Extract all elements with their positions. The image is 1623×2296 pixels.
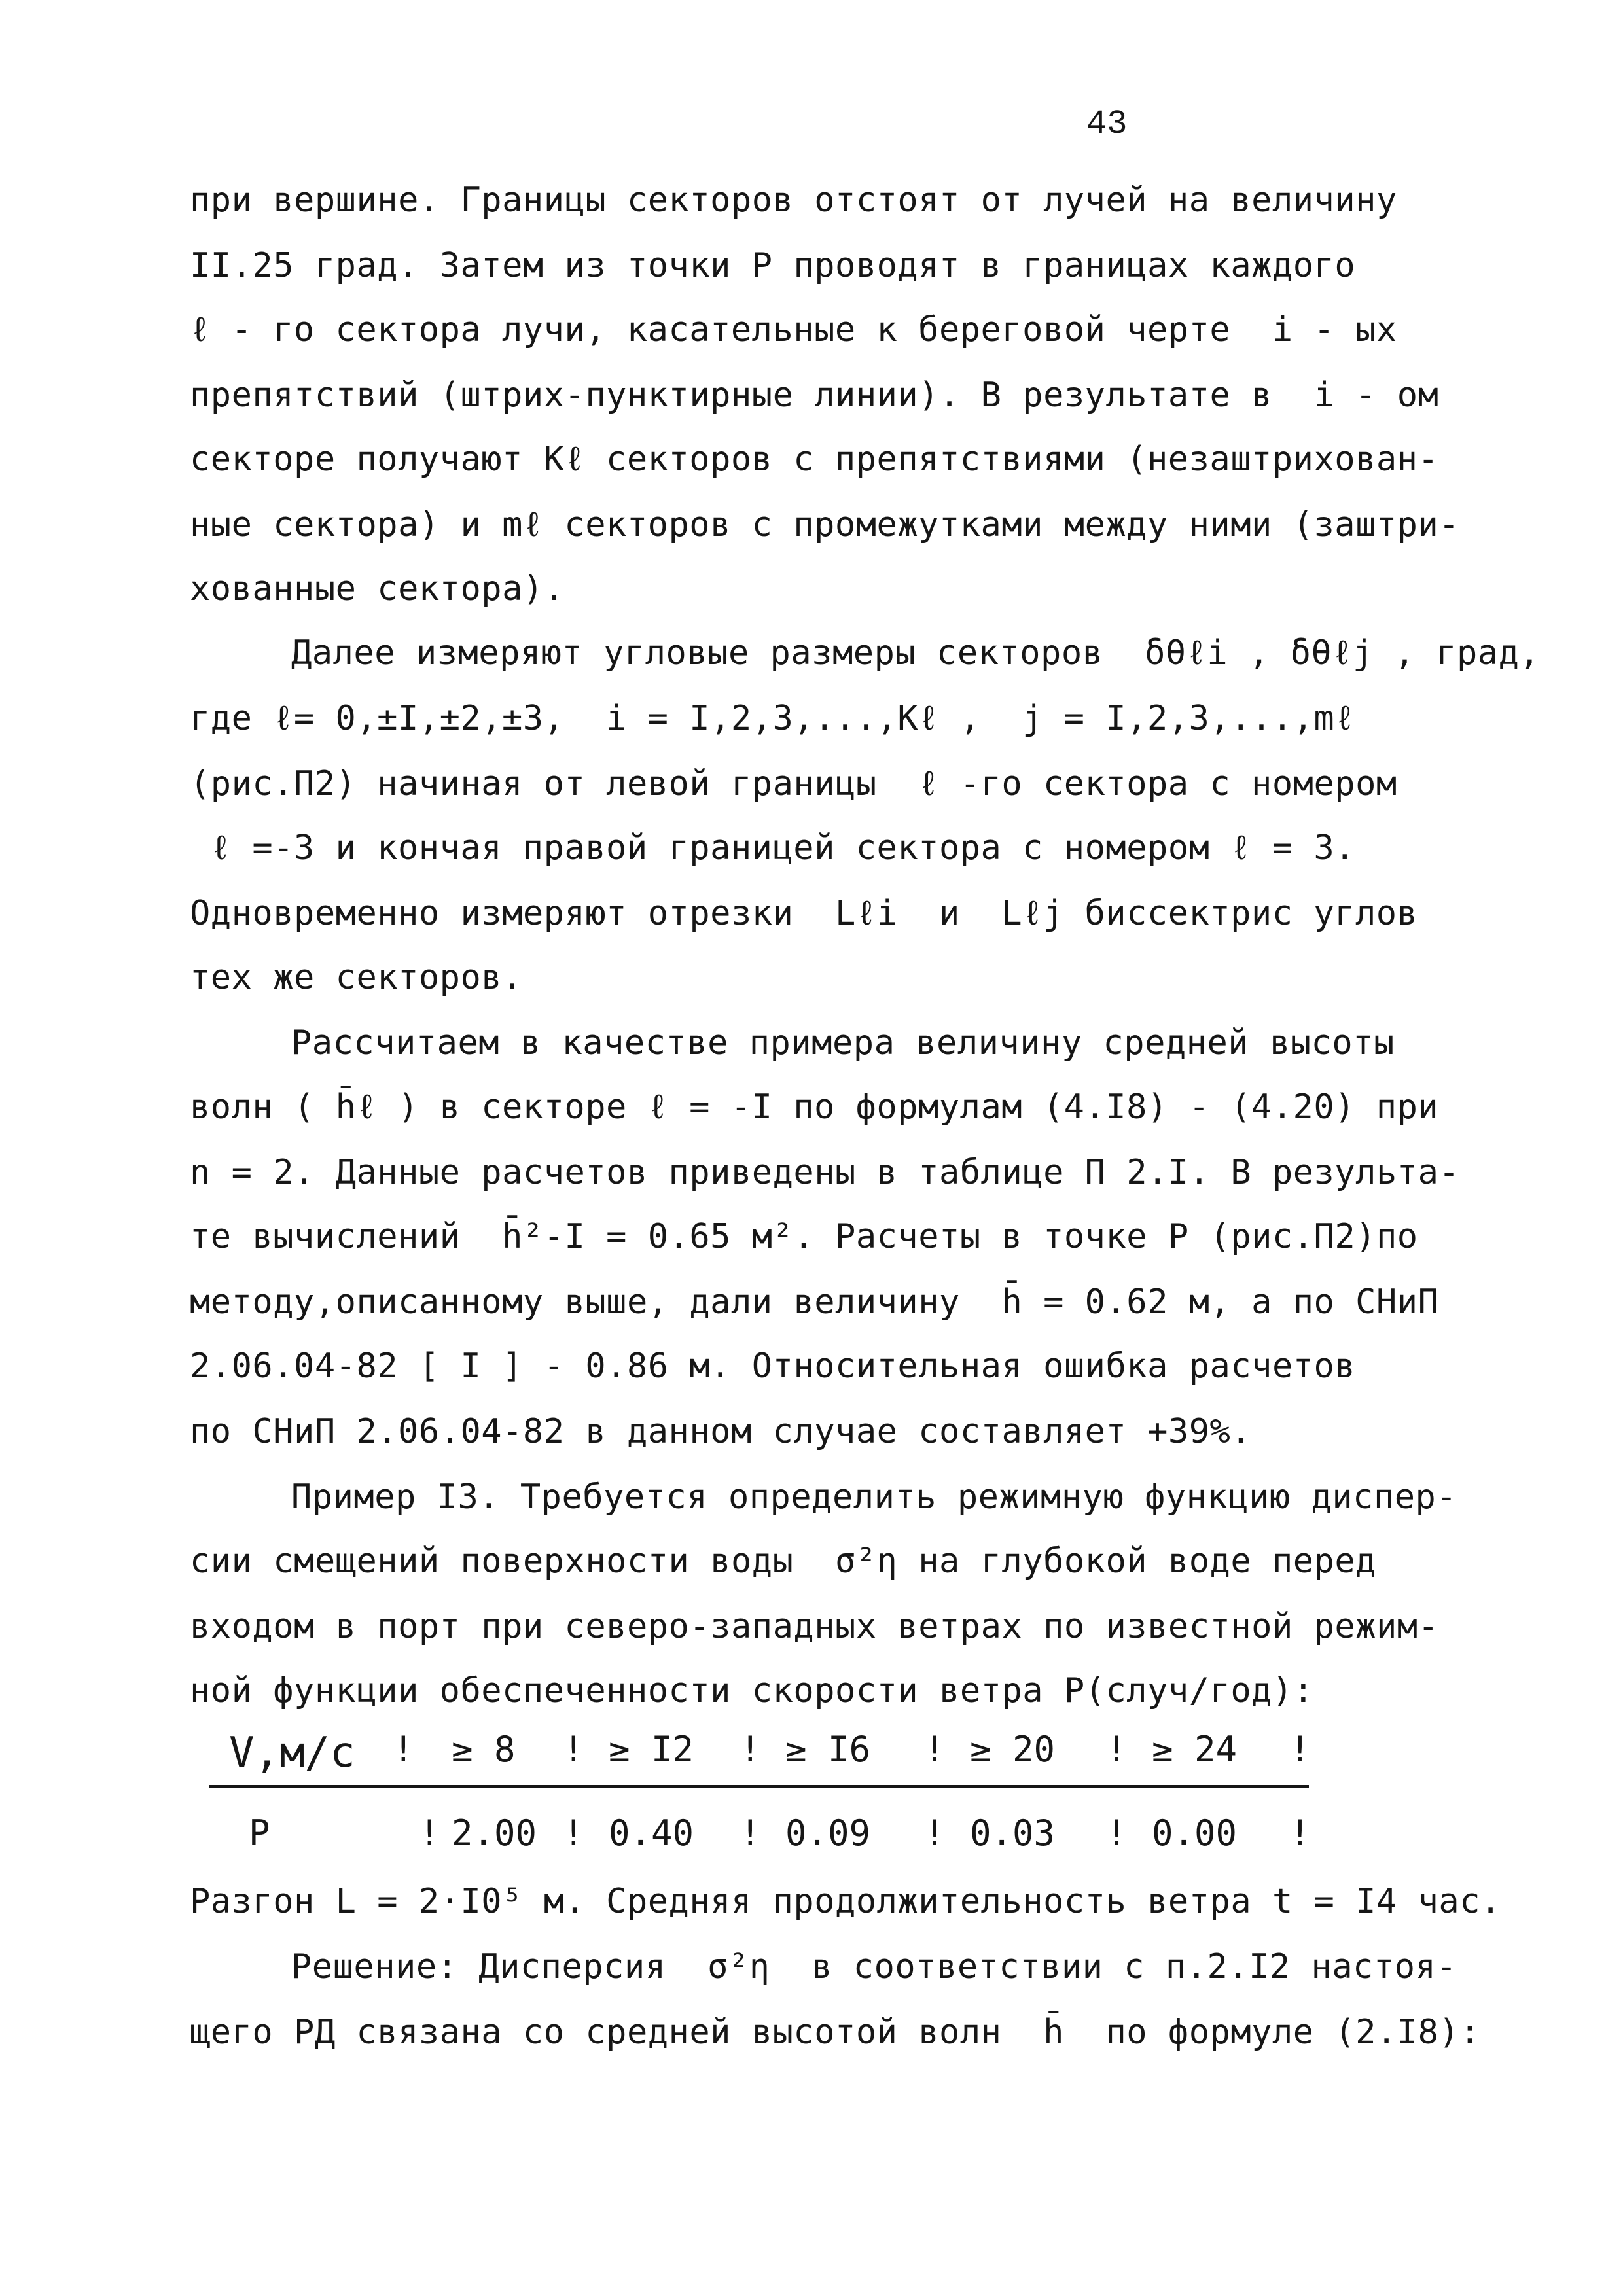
text-line: Пример I3. Требуется определить режимную функцию диспер- [291, 1477, 1457, 1517]
text-line: 2.06.04-82 [ I ] - 0.86 м. Относительная ошибка расчетов [190, 1347, 1356, 1386]
text-line: по СНиП 2.06.04-82 в данном случае составляет +39%. [190, 1412, 1252, 1451]
table-separator: ! [1289, 1729, 1311, 1770]
text-line: сии смещений поверхности воды σ²η на глубокой воде перед [190, 1542, 1376, 1581]
text-line: n = 2. Данные расчетов приведены в таблице П 2.I. В результа- [190, 1153, 1460, 1192]
table-separator: ! [393, 1729, 414, 1770]
page-number: 43 [1086, 105, 1128, 143]
table-separator: ! [563, 1729, 584, 1770]
text-line: тех же секторов. [190, 958, 523, 997]
text-line: ные сектора) и mℓ секторов с промежутками между ними (заштри- [190, 505, 1460, 544]
table-cell: 2.00 [452, 1812, 537, 1854]
text-line: секторе получают Kℓ секторов с препятствиями (незаштрихован- [190, 440, 1439, 479]
table-separator: ! [563, 1812, 584, 1854]
text-line: при вершине. Границы секторов отстоят от лучей на величину [190, 181, 1397, 220]
table-header-cell: ≥ I2 [609, 1729, 694, 1770]
table-header-cell: V,м/с [229, 1729, 355, 1777]
text-line: ℓ =-3 и кончая правой границей сектора с номером ℓ = 3. [190, 828, 1355, 868]
table-separator: ! [1289, 1812, 1311, 1854]
table-header-cell: ≥ I6 [785, 1729, 871, 1770]
text-line: Разгон L = 2·I0⁵ м. Средняя продолжительность ветра t = I4 час. [190, 1882, 1501, 1921]
table-separator: ! [740, 1729, 761, 1770]
text-line: ной функции обеспеченности скорости ветра Р(случ/год): [190, 1671, 1314, 1710]
table-cell: 0.09 [785, 1812, 871, 1854]
table-cell: 0.40 [609, 1812, 694, 1854]
text-line: Далее измеряют угловые размеры секторов δθℓi , δθℓj , град, [291, 633, 1541, 673]
table-header-cell: ≥ 24 [1152, 1729, 1238, 1770]
text-line: препятствий (штрих-пунктирные линии). В результате в i - ом [190, 376, 1439, 415]
text-line: ℓ - го сектора лучи, касательные к береговой черте i - ых [190, 310, 1397, 349]
text-line: щего РД связана со средней высотой волн h̄ по формуле (2.I8): [190, 2013, 1481, 2052]
table-separator: ! [740, 1812, 761, 1854]
text-line: Рассчитаем в качестве примера величину средней высоты [291, 1023, 1395, 1063]
text-line: (рис.П2) начиная от левой границы ℓ -го сектора с номером [190, 764, 1397, 804]
table-rule [209, 1785, 1309, 1788]
table-header-cell: ≥ 8 [452, 1729, 516, 1770]
table-header-cell: ≥ 20 [970, 1729, 1056, 1770]
text-line: те вычислений h̄²-I = 0.65 м². Расчеты в точке Р (рис.П2)по [190, 1217, 1418, 1256]
text-line: хованные сектора). [190, 569, 565, 609]
text-line: волн ( h̄ℓ ) в секторе ℓ = -I по формулам (4.I8) - (4.20) при [190, 1087, 1439, 1127]
text-line: Одновременно измеряют отрезки Lℓi и Lℓj биссектрис углов [190, 894, 1418, 933]
table-separator: ! [419, 1812, 440, 1854]
text-line: входом в порт при северо-западных ветрах по известной режим- [190, 1607, 1439, 1646]
text-line: методу,описанному выше, дали величину h̄ = 0.62 м, а по СНиП [190, 1282, 1439, 1322]
text-line: Решение: Дисперсия σ²η в соответствии с п.2.I2 настоя- [291, 1947, 1457, 1987]
table-row-label: Р [249, 1812, 270, 1854]
table-separator: ! [1106, 1812, 1128, 1854]
table-cell: 0.00 [1152, 1812, 1238, 1854]
table-separator: ! [1106, 1729, 1128, 1770]
table-cell: 0.03 [970, 1812, 1056, 1854]
text-line: где ℓ= 0,±I,±2,±3, i = I,2,3,...,Kℓ , j = I,2,3,...,mℓ [190, 699, 1355, 738]
table-separator: ! [924, 1812, 946, 1854]
text-line: II.25 град. Затем из точки Р проводят в границах каждого [190, 246, 1356, 285]
table-separator: ! [924, 1729, 946, 1770]
